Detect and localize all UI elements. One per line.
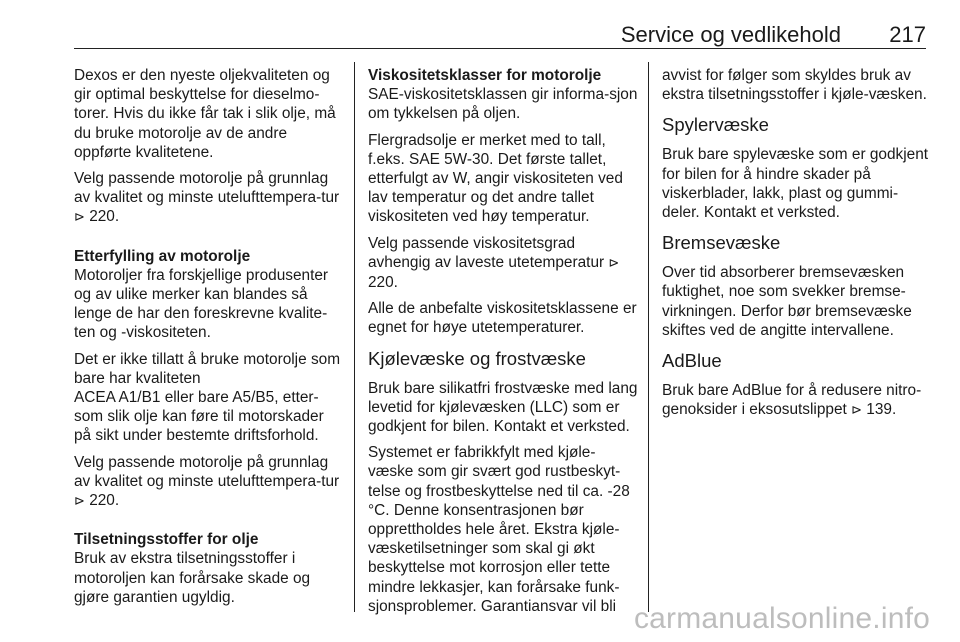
paragraph: Bruk bare silikatfri frostvæske med lang levetid for kjølevæsken (LLC) som er godkjent for bilen. Kontakt et verksted. xyxy=(368,379,638,436)
page-reference-arrow-icon: ⊳ xyxy=(608,255,620,271)
subheading: Viskositetsklasser for motorolje xyxy=(368,67,602,84)
paragraph: Dexos er den nyeste oljekvaliteten og gir optimal beskyttelse for dieselmo-torer. Hvis du ikke får tak i slik olje, må du bruke motorolje av de andre oppførte kvalitetene. xyxy=(74,67,336,161)
paragraph: Bruk bare spylevæske som er godkjent for bilen for å hindre skader på viskerblader, lakk, plast og gummi-deler. Kontakt et verksted. xyxy=(662,146,929,222)
paragraph: Velg passende motorolje på grunnlag av kvalitet og minste utelufttempera-tur ⊳ 220. xyxy=(74,453,340,510)
page-reference[interactable]: 220. xyxy=(368,274,398,292)
paragraph: Velg passende viskositetsgrad avhengig av laveste utetemperatur ⊳ 220. xyxy=(368,234,620,292)
subheading: Etterfylling av motorolje xyxy=(74,247,251,265)
paragraph: Det er ikke tillatt å bruke motorolje som bare har kvaliteten ACEA A1/B1 eller bare A5/B5, etter-som slik olje kan føre til motorskader på sikt under bestemte driftsforhold. xyxy=(74,350,341,445)
subheading: Tilsetningsstoffer for olje xyxy=(74,531,259,549)
paragraph: Over tid absorberer bremsevæsken fuktighet, noe som svekker bremse-virkningen. Derfor bør bremsevæske skiftes ved de angitte intervallene. xyxy=(662,264,912,339)
page-reference-arrow-icon: ⊳ xyxy=(851,403,862,419)
column-left xyxy=(74,66,342,614)
section-heading: Kjølevæske og frostvæske xyxy=(368,347,586,369)
page-reference[interactable]: 220. xyxy=(89,208,120,226)
header-divider xyxy=(74,48,926,49)
page-header xyxy=(74,20,926,48)
column-middle xyxy=(368,66,638,623)
column-divider xyxy=(648,62,649,612)
paragraph: Systemet er fabrikkfylt med kjøle-væske som gir svært god rustbeskyt-telse og frostbeskyttelse ned til ca. -28 °C. Denne konsentrasjonen bør opprettholdes hele året. Ekstra kjøle-væsketilsetninger som skal gi økt beskyttelse mot korrosjon eller tette mindre lekkasjer, kan forårsake funk-sjonsproblemer. Garantiansvar vil bli xyxy=(368,444,630,615)
paragraph: Flergradsolje er merket med to tall, f.eks. SAE 5W-30. Det første tallet, etterfulgt av W, angir viskositeten ved lav temperatur og det andre tallet viskositeten ved høy temperatur. xyxy=(368,131,623,226)
page-number: 217 xyxy=(889,22,926,47)
paragraph: avvist for følger som skyldes bruk av ekstra tilsetningsstoffer i kjøle-væsken. xyxy=(662,67,927,104)
paragraph: Bruk av ekstra tilsetningsstoffer i motoroljen kan forårsake skade og gjøre garantien ugyldig. xyxy=(74,550,311,606)
paragraph: Alle de anbefalte viskositetsklassene er egnet for høye utetemperaturer. xyxy=(368,300,637,337)
paragraph: Motoroljer fra forskjellige produsenter og av ulike merker kan blandes så lenge de har den foreskrevne kvalite-ten og -viskositeten. xyxy=(74,266,329,342)
watermark: carmanualsonline.info xyxy=(633,602,930,635)
section-heading: AdBlue xyxy=(662,350,722,372)
section-heading: Bremsevæske xyxy=(662,232,781,254)
section-heading: Spylervæske xyxy=(662,114,769,136)
paragraph: SAE-viskositetsklassen gir informa-sjon om tykkelsen på oljen. xyxy=(368,86,638,123)
page-reference-arrow-icon: ⊳ xyxy=(74,210,85,226)
column-right xyxy=(662,66,930,427)
paragraph: Velg passende motorolje på grunnlag av kvalitet og minste utelufttempera-tur ⊳ 220. xyxy=(74,170,340,226)
page-reference[interactable]: 220. xyxy=(89,492,120,510)
page-reference[interactable]: 139. xyxy=(866,401,897,419)
page-title: Service og vedlikehold xyxy=(620,22,841,47)
paragraph: Bruk bare AdBlue for å redusere nitro-genoksider i eksosutslippet ⊳ 139. xyxy=(662,382,922,419)
column-divider xyxy=(354,62,355,612)
page-reference-arrow-icon: ⊳ xyxy=(74,494,85,510)
